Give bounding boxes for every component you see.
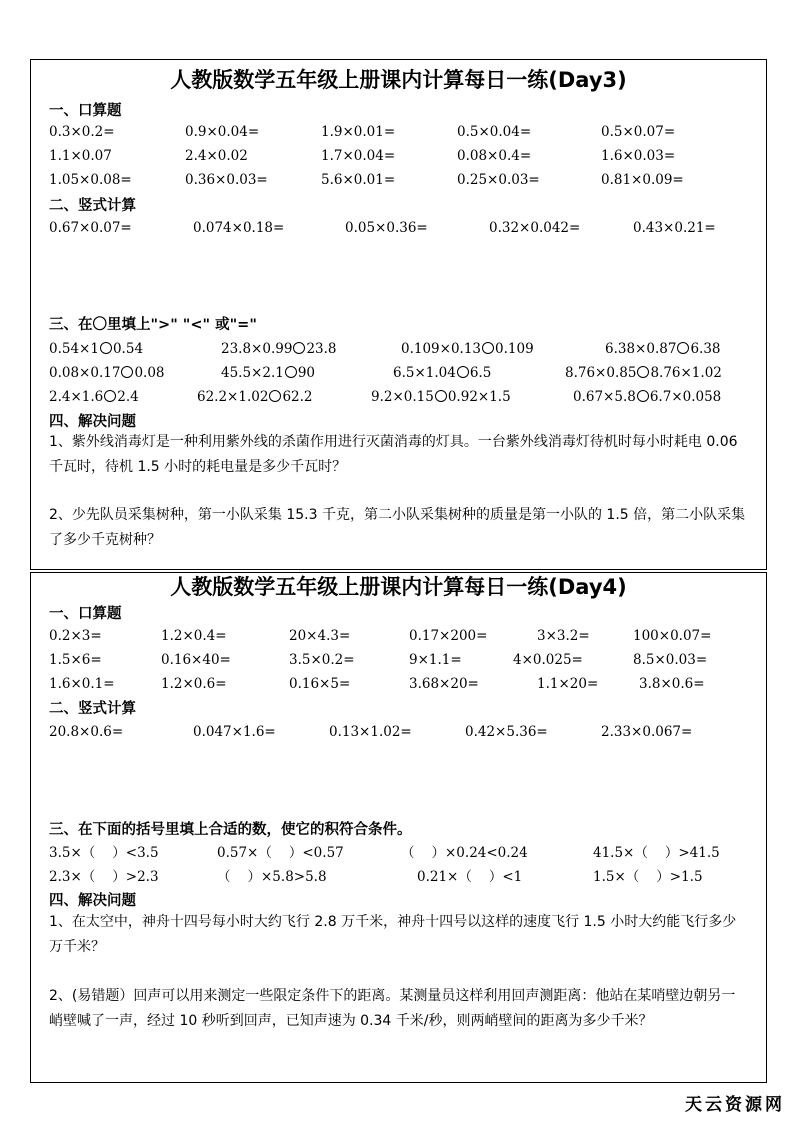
oral-item: 1.1×20= bbox=[537, 676, 599, 692]
oral-item: 0.81×0.09= bbox=[601, 172, 684, 188]
answer-circle[interactable] bbox=[637, 390, 649, 402]
oral-item: 1.6×0.1= bbox=[49, 676, 115, 692]
vertical-item: 0.32×0.042= bbox=[489, 220, 581, 236]
compare-item: 9.2×0.15 0.92×1.5 bbox=[371, 389, 511, 405]
answer-circle[interactable] bbox=[435, 390, 447, 402]
answer-blank[interactable] bbox=[634, 843, 678, 863]
oral-item: 4×0.025= bbox=[513, 652, 583, 668]
day3-worksheet bbox=[30, 59, 767, 570]
day4-title: 人教版数学五年级上册课内计算每日一练(Day4) bbox=[170, 575, 627, 599]
oral-item: 1.05×0.08= bbox=[49, 172, 132, 188]
day4-worksheet bbox=[30, 572, 767, 1083]
day3-compare-row bbox=[49, 339, 759, 359]
answer-blank[interactable] bbox=[458, 867, 502, 887]
fill-item: 0.57×（ ） <0.57 bbox=[217, 843, 344, 863]
vertical-item: 0.05×0.36= bbox=[345, 220, 428, 236]
answer-circle[interactable] bbox=[100, 342, 112, 354]
oral-item: 1.1×0.07 bbox=[49, 148, 112, 164]
oral-item: 5.6×0.01= bbox=[321, 172, 396, 188]
oral-item: 20×4.3= bbox=[289, 628, 351, 644]
oral-item: 0.2×3= bbox=[49, 628, 102, 644]
compare-item: 0.08×0.17 0.08 bbox=[49, 365, 165, 381]
oral-item: 1.5×6= bbox=[49, 652, 102, 668]
site-watermark: 天云资源网 bbox=[685, 1095, 785, 1115]
answer-blank[interactable] bbox=[82, 867, 126, 887]
day3-vertical-heading: 二、竖式计算 bbox=[49, 198, 136, 214]
compare-item: 8.76×0.85 8.76×1.02 bbox=[565, 365, 722, 381]
answer-circle[interactable] bbox=[104, 390, 116, 402]
answer-circle[interactable] bbox=[457, 366, 469, 378]
day3-compare-row bbox=[49, 363, 759, 383]
day3-problem-2: 2、少先队员采集树种，第一小队采集 15.3 千克，第二小队采集树种的质量是第一小队的 1.5 倍，第二小队采集了多少千克树种？ bbox=[49, 507, 746, 548]
day3-compare-heading: 三、在〇里填上">" "<" 或"=" bbox=[49, 317, 257, 333]
day4-oral-heading: 一、口算题 bbox=[49, 606, 122, 622]
day4-vertical-row bbox=[49, 722, 759, 742]
day4-oral-row bbox=[49, 626, 759, 646]
day4-vertical-heading: 二、竖式计算 bbox=[49, 701, 136, 717]
oral-item: 0.17×200= bbox=[409, 628, 488, 644]
oral-item: 0.9×0.04= bbox=[185, 124, 260, 140]
oral-item: 100×0.07= bbox=[633, 628, 712, 644]
oral-item: 0.36×0.03= bbox=[185, 172, 268, 188]
oral-item: 3.68×20= bbox=[409, 676, 479, 692]
compare-item: 0.67×5.8 6.7×0.058 bbox=[573, 389, 722, 405]
answer-blank[interactable] bbox=[217, 867, 261, 887]
compare-item: 23.8×0.99 23.8 bbox=[221, 341, 337, 357]
vertical-item: 0.67×0.07= bbox=[49, 220, 132, 236]
day3-vertical-row bbox=[49, 218, 759, 238]
oral-item: 1.2×0.4= bbox=[161, 628, 227, 644]
answer-blank[interactable] bbox=[82, 843, 126, 863]
day3-oral-row bbox=[49, 122, 759, 142]
fill-item: 0.21×（ ） <1 bbox=[417, 867, 522, 887]
compare-item: 62.2×1.02 62.2 bbox=[197, 389, 313, 405]
day3-oral-heading: 一、口算题 bbox=[49, 103, 122, 119]
compare-item: 0.109×0.13 0.109 bbox=[401, 341, 534, 357]
day4-problem-1: 1、在太空中，神舟十四号每小时大约飞行 2.8 万千米，神舟十四号以这样的速度飞行 1.5 小时大约能飞行多少万千米？ bbox=[49, 914, 737, 955]
answer-circle[interactable] bbox=[637, 366, 649, 378]
vertical-item: 0.42×5.36= bbox=[465, 724, 548, 740]
answer-blank[interactable] bbox=[258, 843, 302, 863]
answer-blank[interactable] bbox=[401, 843, 445, 863]
vertical-item: 0.047×1.6= bbox=[193, 724, 276, 740]
answer-circle[interactable] bbox=[677, 342, 689, 354]
vertical-item: 0.13×1.02= bbox=[329, 724, 412, 740]
compare-item: 45.5×2.1 90 bbox=[221, 365, 316, 381]
oral-item: 3.5×0.2= bbox=[289, 652, 355, 668]
day4-fill-heading: 三、在下面的括号里填上合适的数，使它的积符合条件。 bbox=[49, 822, 412, 838]
oral-item: 3.8×0.6= bbox=[639, 676, 705, 692]
oral-item: 0.25×0.03= bbox=[457, 172, 540, 188]
oral-item: 8.5×0.03= bbox=[633, 652, 708, 668]
fill-item: 3.5×（ ） <3.5 bbox=[49, 843, 159, 863]
compare-item: 0.54×1 0.54 bbox=[49, 341, 144, 357]
oral-item: 1.6×0.03= bbox=[601, 148, 676, 164]
day3-compare-row bbox=[49, 387, 759, 407]
compare-item: 6.38×0.87 6.38 bbox=[605, 341, 721, 357]
answer-circle[interactable] bbox=[269, 390, 281, 402]
compare-item: 6.5×1.04 6.5 bbox=[393, 365, 492, 381]
day4-fill-row bbox=[49, 843, 759, 863]
fill-item: 2.3×（ ） >2.3 bbox=[49, 867, 159, 887]
oral-item: 0.16×5= bbox=[289, 676, 351, 692]
vertical-item: 2.33×0.067= bbox=[601, 724, 693, 740]
day4-problem-2: 2、(易错题）回声可以用来测定一些限定条件下的距离。某测量员这样利用回声测距离：他站在某哨壁边朝另一峭壁喊了一声，经过 10 秒听到回声，已知声速为 0.34 千米/秒，则两峭壁间的距离为多少千米？ bbox=[49, 988, 736, 1029]
day4-oral-row bbox=[49, 674, 759, 694]
oral-item: 3×3.2= bbox=[537, 628, 590, 644]
day3-problems-heading: 四、解决问题 bbox=[49, 414, 136, 430]
day3-oral-row bbox=[49, 170, 759, 190]
day3-problem-1: 1、紫外线消毒灯是一种利用紫外线的杀菌作用进行灭菌消毒的灯具。一台紫外线消毒灯待机时每小时耗电 0.06 千瓦时，待机 1.5 小时的耗电量是多少千瓦时？ bbox=[49, 434, 738, 475]
oral-item: 9×1.1= bbox=[409, 652, 462, 668]
oral-item: 0.3×0.2= bbox=[49, 124, 115, 140]
oral-item: 1.9×0.01= bbox=[321, 124, 396, 140]
oral-item: 2.4×0.02 bbox=[185, 148, 248, 164]
vertical-item: 20.8×0.6= bbox=[49, 724, 124, 740]
day3-title: 人教版数学五年级上册课内计算每日一练(Day3) bbox=[170, 68, 627, 92]
oral-item: 0.5×0.07= bbox=[601, 124, 676, 140]
fill-item: 1.5×（ ） >1.5 bbox=[593, 867, 703, 887]
answer-blank[interactable] bbox=[626, 867, 670, 887]
day4-oral-row bbox=[49, 650, 759, 670]
answer-circle[interactable] bbox=[121, 366, 133, 378]
fill-item: （ ） ×5.8>5.8 bbox=[217, 867, 327, 887]
day4-fill-row bbox=[49, 867, 759, 887]
compare-item: 2.4×1.6 2.4 bbox=[49, 389, 139, 405]
vertical-item: 0.43×0.21= bbox=[633, 220, 716, 236]
oral-item: 1.7×0.04= bbox=[321, 148, 396, 164]
answer-circle[interactable] bbox=[482, 342, 494, 354]
oral-item: 0.16×40= bbox=[161, 652, 231, 668]
vertical-item: 0.074×0.18= bbox=[193, 220, 285, 236]
fill-item: （ ） ×0.24<0.24 bbox=[401, 843, 528, 863]
answer-circle[interactable] bbox=[285, 366, 297, 378]
oral-item: 0.5×0.04= bbox=[457, 124, 532, 140]
day4-problems-heading: 四、解决问题 bbox=[49, 893, 136, 909]
answer-circle[interactable] bbox=[293, 342, 305, 354]
day3-oral-row bbox=[49, 146, 759, 166]
fill-item: 41.5×（ ） >41.5 bbox=[593, 843, 720, 863]
oral-item: 0.08×0.4= bbox=[457, 148, 532, 164]
oral-item: 1.2×0.6= bbox=[161, 676, 227, 692]
